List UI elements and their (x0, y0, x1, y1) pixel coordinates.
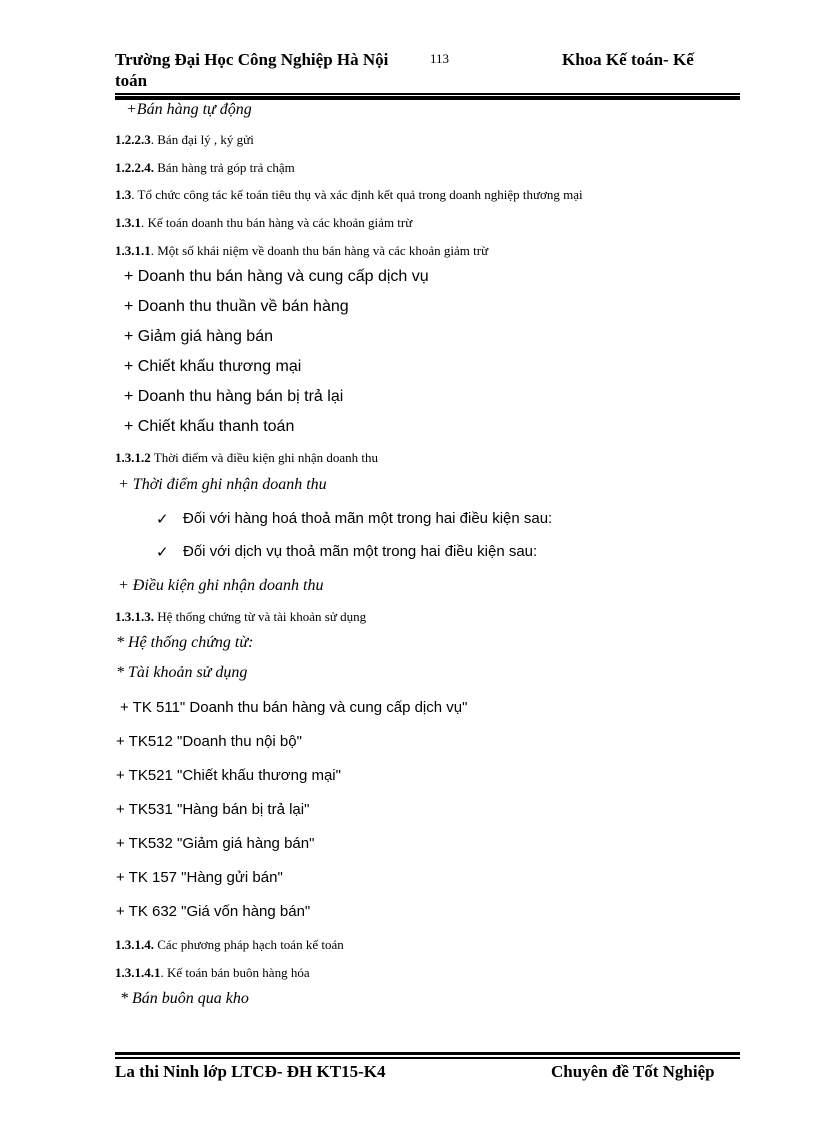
heading-number: 1.3.1.3. (115, 609, 154, 624)
heading-number: 1.3 (115, 187, 132, 202)
footer-title: Chuyên đề Tốt Nghiệp (551, 1062, 715, 1081)
account-tk632: + TK 632 "Giá vốn hàng bán" (116, 903, 311, 920)
heading-1-3-1-4 (115, 937, 344, 953)
heading-1-2-2-3 (115, 132, 254, 148)
heading-number: 1.2.2.4. (115, 160, 154, 175)
account-tk532: + TK532 "Giảm giá hàng bán" (116, 835, 315, 852)
heading-number: 1.3.1.4.1 (115, 965, 161, 980)
line-thoi-diem-ghi-nhan: + Thời điểm ghi nhận doanh thu (118, 476, 327, 493)
heading-1-2-2-4 (115, 160, 295, 176)
list-item-giam-gia: + Giảm giá hàng bán (124, 328, 273, 345)
account-tk511: + TK 511" Doanh thu bán hàng và cung cấp dịch vụ" (120, 699, 468, 716)
footer-rule-thin (115, 1057, 740, 1059)
account-tk531: + TK531 "Hàng bán bị trả lại" (116, 801, 310, 818)
heading-1-3-1-3 (115, 609, 366, 625)
line-ban-hang-tu-dong: +Bán hàng tự động (126, 101, 252, 118)
heading-number: 1.3.1.2 (115, 450, 151, 465)
header-school: Trường Đại Học Công Nghiệp Hà Nội (115, 50, 389, 69)
heading-text: Hệ thống chứng từ và tài khoản sử dụng (154, 609, 367, 624)
heading-text: Các phương pháp hạch toán kế toán (154, 937, 344, 952)
list-item-doanh-thu-ban-hang: + Doanh thu bán hàng và cung cấp dịch vụ (124, 268, 429, 285)
account-tk157: + TK 157 "Hàng gửi bán" (116, 869, 283, 886)
line-he-thong-chung-tu: * Hệ thống chứng từ: (116, 634, 254, 651)
line-tai-khoan-su-dung: * Tài khoản sử dụng (116, 664, 248, 681)
heading-text: Bán hàng trả góp trả chậm (154, 160, 295, 175)
heading-text: . Kế toán doanh thu bán hàng và các khoản giảm trừ (141, 215, 413, 230)
heading-1-3-1-1 (115, 243, 488, 259)
heading-1-3-1 (115, 215, 412, 231)
heading-text: Thời điểm và điều kiện ghi nhận doanh thu (150, 450, 378, 465)
page-number: 113 (430, 51, 450, 66)
footer-author: La thi Ninh lớp LTCĐ- ĐH KT15-K4 (115, 1062, 386, 1081)
heading-number: 1.3.1.1 (115, 243, 151, 258)
header-rule-thick (115, 96, 740, 100)
heading-1-3 (115, 187, 583, 203)
header-department-cont: toán (115, 71, 148, 90)
check-item-hang-hoa: Đối với hàng hoá thoả mãn một trong hai điều kiện sau: (183, 510, 553, 527)
line-dieu-kien-ghi-nhan: + Điều kiện ghi nhận doanh thu (118, 577, 324, 594)
check-item-dich-vu: Đối với dịch vụ thoả mãn một trong hai điều kiện sau: (183, 543, 538, 560)
list-item-doanh-thu-thuan: + Doanh thu thuần về bán hàng (124, 298, 349, 315)
heading-number: 1.2.2.3 (115, 132, 151, 147)
checkmark-icon: ✓ (156, 545, 169, 561)
checkmark-icon: ✓ (156, 512, 169, 528)
account-tk521: + TK521 "Chiết khấu thương mại" (116, 767, 341, 784)
footer-rule-thick (115, 1052, 740, 1055)
heading-text: . Bán đại lý , ký gửi (150, 132, 254, 147)
heading-1-3-1-2 (115, 450, 378, 466)
account-tk512: + TK512 "Doanh thu nội bộ" (116, 733, 302, 750)
list-item-hang-ban-tra-lai: + Doanh thu hàng bán bị trả lại (124, 388, 344, 405)
heading-1-3-1-4-1 (115, 965, 310, 981)
list-item-chiet-khau-thanh-toan: + Chiết khấu thanh toán (124, 418, 295, 435)
heading-text: . Một số khái niệm về doanh thu bán hàng và các khoản giảm trừ (150, 243, 489, 258)
header-department: Khoa Kế toán- Kế (562, 50, 694, 69)
line-ban-buon-qua-kho: * Bán buôn qua kho (120, 990, 249, 1007)
list-item-chiet-khau-thuong-mai: + Chiết khấu thương mại (124, 358, 302, 375)
heading-number: 1.3.1 (115, 215, 141, 230)
heading-text: . Kế toán bán buôn hàng hóa (160, 965, 310, 980)
heading-text: . Tổ chức công tác kế toán tiêu thụ và xác định kết quả trong doanh nghiệp thương mại (131, 187, 583, 202)
heading-number: 1.3.1.4. (115, 937, 154, 952)
header-rule-thin (115, 93, 740, 95)
